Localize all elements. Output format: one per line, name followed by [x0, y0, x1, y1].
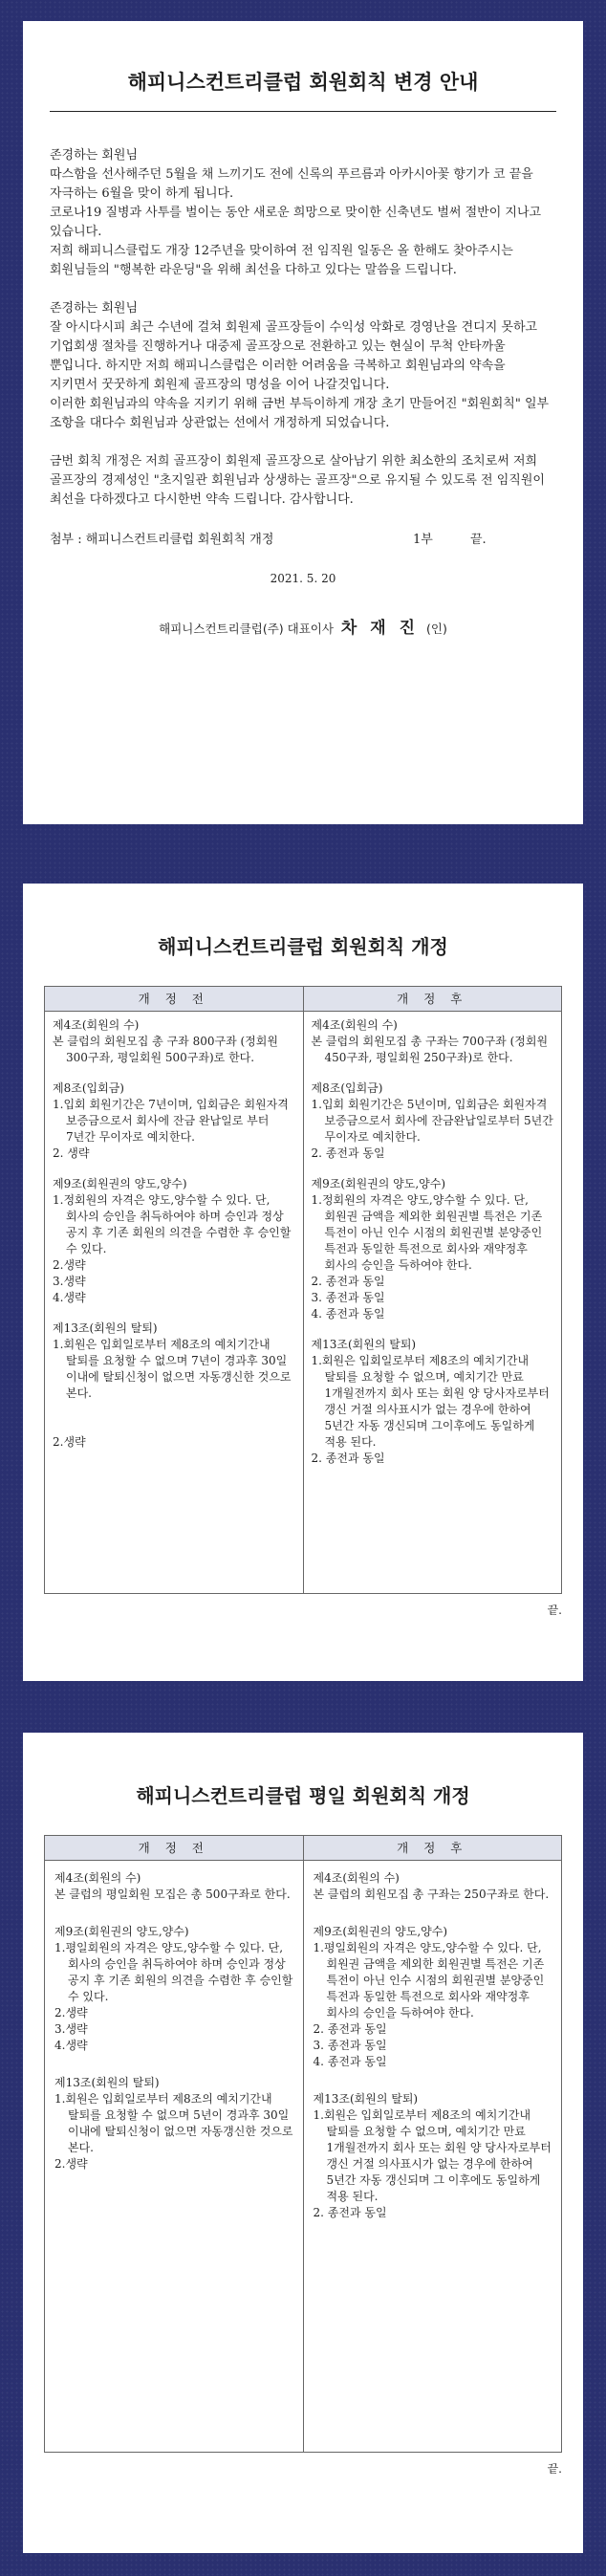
- header-before: 개 정 전: [45, 987, 304, 1011]
- article-clause: 2.생략: [54, 2006, 88, 2019]
- comparison-table: [44, 986, 562, 1594]
- article-section: [312, 1081, 554, 1162]
- comparison-table: [44, 1835, 562, 2453]
- table-header: [45, 1836, 561, 1861]
- article-clause: 1.회원은 입회일로부터 제8조의 예치기간내 탈퇴를 요청할 수 없으며 5년이 경과후 30일 이내에 탈퇴신청이 없으면 자동갱신한 것으로 본다.: [54, 2092, 293, 2154]
- attachment-end: 끝.: [470, 533, 487, 547]
- attachment-line: [50, 529, 556, 547]
- article-clause: 2. 종전과 동일: [311, 1452, 385, 1465]
- article-clause: 본 클럽의 회원모집 총 구좌는 250구좌로 한다.: [313, 1888, 550, 1901]
- title-divider: [50, 111, 556, 112]
- article-section: [312, 1176, 554, 1322]
- article-heading: 제13조(회원의 탈퇴): [54, 2076, 160, 2089]
- article-clause: 3.생략: [54, 2022, 88, 2036]
- article-section: [53, 1081, 295, 1162]
- column-before: [45, 1012, 304, 1593]
- article-clause: 1.회원은 입회일로부터 제8조의 예치기간내 탈퇴를 요청할 수 없으며, 예치기간 만료 1개월전까지 회사 또는 회원 양 당사자로부터 갱신 거절 의사표시가 없는 경우에 한하여 5년간 자동 갱신되며 그이후에도 동일하게 적용 된다.: [311, 1354, 550, 1449]
- amendment-title: 해피니스컨트리클럽 회원회칙 개정: [158, 935, 448, 958]
- article-section: [314, 1924, 552, 2070]
- article-clause: 2. 생략: [53, 1146, 90, 1160]
- article-heading: 제13조(회원의 탈퇴): [311, 1338, 417, 1351]
- article-clause: [53, 1402, 295, 1434]
- seal-mark: (인): [426, 622, 447, 636]
- article-clause: 2. 종전과 동일: [313, 2206, 387, 2219]
- header-after: 개 정 후: [397, 1841, 468, 1855]
- header-before: 개 정 전: [45, 1836, 304, 1860]
- article-heading: 제13조(회원의 탈퇴): [53, 1321, 158, 1335]
- article-heading: 제9조(회원권의 양도,양수): [313, 1925, 448, 1938]
- article-clause: 3. 종전과 동일: [313, 2039, 387, 2052]
- article-clause: 1.정회원의 자격은 양도,양수할 수 있다. 단, 회사의 승인을 취득하여야 하며 승인과 정상 공지 후 기존 회원의 의견을 수렴한 후 승인할 수 있다.: [53, 1193, 292, 1255]
- amendment-title: 해피니스컨트리클럽 평일 회원회칙 개정: [136, 1784, 470, 1807]
- article-clause: 1.회원은 입회일로부터 제8조의 예치기간내 탈퇴를 요청할 수 없으며 7년이 경과후 30일 이내에 탈퇴신청이 없으면 자동갱신한 것으로 본다.: [53, 1338, 292, 1400]
- article-section: [314, 2091, 552, 2221]
- table-body: [45, 1012, 561, 1593]
- article-clause: 본 클럽의 회원모집 총 구좌는 700구좌 (정회원 450구좌, 평일회원 250구좌)로 한다.: [311, 1035, 549, 1064]
- notice-panel: [23, 21, 583, 824]
- article-heading: 제8조(입회금): [311, 1081, 383, 1095]
- article-clause: 1.정회원의 자격은 양도,양수할 수 있다. 단, 회원권 금액을 제외한 회원권별 특전은 기존 특전이 아닌 인수 시점의 회원권별 분양중인 특전과 동일한 특전으로 회사와 재약정후 회사의 승인을 득하여야 한다.: [311, 1193, 543, 1272]
- article-section: [53, 1176, 295, 1306]
- attachment-count: 1부: [413, 533, 433, 547]
- article-clause: 1.평일회원의 자격은 양도,양수할 수 있다. 단, 회사의 승인을 취득하여야 하며 승인과 정상 공지 후 기존 회원의 의견을 수렴한 후 승인할 수 있다.: [54, 1941, 293, 2003]
- article-clause: 4. 종전과 동일: [311, 1307, 385, 1321]
- notice-title: 해피니스컨트리클럽 회원회칙 변경 안내: [127, 71, 479, 94]
- header-after: 개 정 후: [397, 992, 468, 1006]
- article-heading: 제9조(회원권의 양도,양수): [54, 1925, 189, 1938]
- article-clause: 2.생략: [54, 2157, 88, 2171]
- signer-org: 해피니스컨트리클럽(주) 대표이사: [159, 622, 334, 636]
- article-section: [53, 1017, 295, 1066]
- article-clause: 본 클럽의 평일회원 모집은 총 500구좌로 한다.: [54, 1888, 291, 1901]
- amendment-panel-weekday: [23, 1733, 583, 2553]
- signer-name: 차 재 진: [340, 619, 420, 638]
- article-section: [312, 1017, 554, 1066]
- article-heading: 제13조(회원의 탈퇴): [313, 2092, 419, 2106]
- column-after: [304, 1012, 562, 1593]
- article-heading: 제9조(회원권의 양도,양수): [53, 1177, 187, 1190]
- article-clause: 4.생략: [54, 2039, 88, 2052]
- article-section: [53, 1321, 295, 1451]
- article-clause: 4.생략: [53, 1291, 86, 1304]
- article-clause: 1.입회 회원기간은 5년이며, 입회금은 회원자격 보증금으로서 회사에 잔금완납일로부터 5년간 무이자로 예치한다.: [311, 1098, 553, 1144]
- notice-paragraph: 존경하는 회원님 따스함을 선사해주던 5월을 채 느끼기도 전에 신록의 푸르름과 아카시아꽃 향기가 코 끝을 자극하는 6월을 맞이 하게 됩니다. 코로나19 질병과 사투를 벌이는 동안 새로운 희망으로 맞이한 신축년도 벌써 절반이 지나고 있습니다. 저희 해피니스클럽도 개장 12주년을 맞이하여 전 임직원 일동은 올 한해도 찾아주시는 회원님들의 "행복한 라운딩"을 위해 최선을 다하고 있다는 말씀을 드립니다.: [50, 148, 542, 277]
- notice-paragraph: 존경하는 회원님 잘 아시다시피 최근 수년에 걸쳐 회원제 골프장들이 수익성 악화로 경영난을 견디지 못하고 기업회생 절차를 진행하거나 대중제 골프장으로 전환하고 있는 현실이 무척 안타까울 뿐입니다. 하지만 저희 해피니스클럽은 이러한 어려움을 극복하고 회원님과의 약속을 지키면서 꿋꿋하게 회원제 골프장의 명성을 이어 나갈것입니다. 이러한 회원님과의 약속을 지키기 위해 금번 부득이하게 개장 초기 만들어진 "회원회칙" 일부 조항을 대다수 회원님과 상관없는 선에서 개정하게 되었습니다.: [50, 301, 550, 430]
- column-before: [45, 1861, 304, 2452]
- article-clause: 2. 종전과 동일: [313, 2022, 387, 2036]
- article-heading: 제4조(회원의 수): [311, 1018, 398, 1032]
- attachment-label: 첨부 : 해피니스컨트리클럽 회원회칙 개정: [50, 533, 274, 547]
- article-heading: 제4조(회원의 수): [53, 1018, 140, 1032]
- signature: [50, 614, 556, 638]
- article-heading: 제9조(회원권의 양도,양수): [311, 1177, 446, 1190]
- notice-paragraph: 금번 회칙 개정은 저희 골프장이 회원제 골프장으로 살아남기 위한 최소한의 조치로써 저희 골프장의 경제성인 "초지일관 회원님과 상생하는 골프장"으로 유지될 수 있도록 전 임직원이 최선을 다하겠다고 다시한번 약속 드립니다. 감사합니다.: [50, 454, 545, 507]
- notice-body: [50, 146, 556, 510]
- end-mark: 끝.: [547, 1604, 562, 1617]
- table-header: [45, 987, 561, 1012]
- article-clause: 1.회원은 입회일로부터 제8조의 예치기간내 탈퇴를 요청할 수 없으며, 예치기간 만료 1개월전까지 회사 또는 회원 양 당사자로부터 갱신 거절 의사표시가 없는 경우에 한하여 5년간 자동 갱신되며 그 이후에도 동일하게 적용 된다.: [313, 2108, 552, 2203]
- notice-date: 2021. 5. 20: [270, 572, 336, 585]
- table-body: [45, 1861, 561, 2452]
- article-heading: 제4조(회원의 수): [54, 1871, 141, 1885]
- article-clause: 3. 종전과 동일: [311, 1291, 385, 1304]
- article-clause: 3.생략: [53, 1275, 86, 1288]
- article-section: [314, 1870, 552, 1903]
- amendment-panel-regular: [23, 884, 583, 1681]
- article-clause: 1.평일회원의 자격은 양도,양수할 수 있다. 단, 회원권 금액을 제외한 회원권별 특전은 기존 특전이 아닌 인수 시점의 회원권별 분양중인 특전과 동일한 특전으로 회사와 재약정후 회사의 승인을 득하여야 한다.: [313, 1941, 545, 2019]
- article-section: [54, 1870, 293, 1903]
- article-section: [54, 1924, 293, 2054]
- column-after: [304, 1861, 562, 2452]
- article-section: [54, 2075, 293, 2172]
- article-heading: 제8조(입회금): [53, 1081, 124, 1095]
- article-clause: 2.생략: [53, 1435, 86, 1449]
- article-heading: 제4조(회원의 수): [313, 1871, 400, 1885]
- article-clause: 본 클럽의 회원모집 총 구좌 800구좌 (정회원 300구좌, 평일회원 500구좌)로 한다.: [53, 1035, 278, 1064]
- article-clause: 1.입회 회원기간은 7년이며, 입회금은 회원자격 보증금으로서 회사에 잔금 완납일로 부터 7년간 무이자로 예치한다.: [53, 1098, 289, 1144]
- article-clause: 4. 종전과 동일: [313, 2055, 387, 2068]
- article-section: [312, 1337, 554, 1467]
- end-mark: 끝.: [547, 2462, 562, 2476]
- article-clause: 2.생략: [53, 1258, 86, 1272]
- article-clause: 2. 종전과 동일: [311, 1146, 385, 1160]
- article-clause: 2. 종전과 동일: [311, 1275, 385, 1288]
